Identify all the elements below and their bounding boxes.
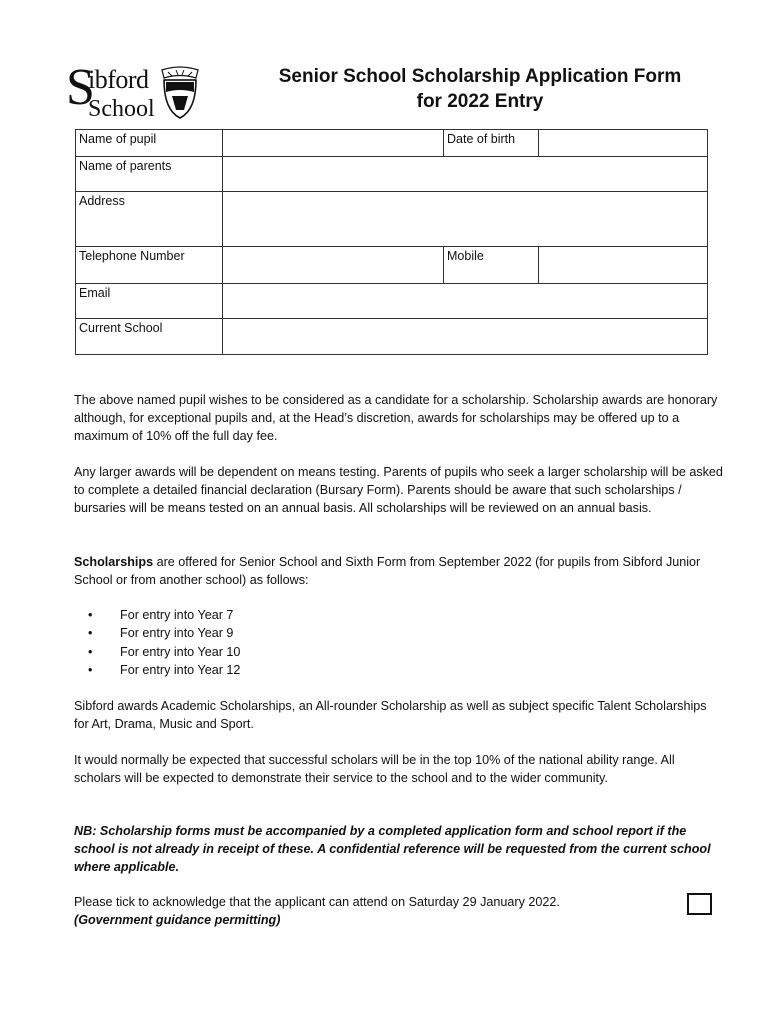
paragraph-4-text: Sibford awards Academic Scholarships, an All-rounder Scholarship as well as subject specific Talent Scholarships for Art, Drama, Music and Sport. <box>74 699 707 731</box>
nb-note-text: NB: Scholarship forms must be accompanied by a completed application form and school report if the school is not already in receipt of these. A confidential reference will be requested from the current school where applicable. <box>74 824 711 874</box>
acknowledge-checkbox[interactable] <box>687 893 712 915</box>
current-school-field[interactable] <box>223 319 708 355</box>
paragraph-1 <box>74 391 724 445</box>
address-field[interactable] <box>223 192 708 247</box>
school-logo: S ibford School <box>66 64 200 122</box>
name-of-parents-field[interactable] <box>223 157 708 192</box>
title-line-1: Senior School Scholarship Application Form <box>278 66 682 87</box>
tick-acknowledgement <box>74 893 674 929</box>
scholarships-bold: Scholarships <box>74 555 154 569</box>
current-school-label: Current School <box>76 319 223 355</box>
name-of-pupil-label: Name of pupil <box>76 130 223 157</box>
logo-school: School <box>88 96 155 122</box>
paragraph-5 <box>74 751 724 787</box>
name-of-parents-label: Name of parents <box>76 157 223 192</box>
list-item-text: For entry into Year 9 <box>120 626 234 641</box>
application-form-table <box>75 129 708 355</box>
bullet-icon: • <box>88 644 93 659</box>
title-line-2: for 2022 Entry <box>416 91 544 112</box>
paragraph-4 <box>74 697 724 733</box>
telephone-label: Telephone Number <box>76 247 223 284</box>
mobile-label: Mobile <box>444 247 539 284</box>
email-field[interactable] <box>223 284 708 319</box>
tick-line-2: (Government guidance permitting) <box>74 913 281 927</box>
crest-icon <box>160 66 200 120</box>
paragraph-1-text: The above named pupil wishes to be considered as a candidate for a scholarship. Scholarship awards are honorary although, for exceptional pupils and, at the Head’s discretion, awards for scholarships may be offered up to a maximum of 10% off the full day fee. <box>74 393 718 443</box>
tick-line-1: Please tick to acknowledge that the applicant can attend on Saturday 29 January 2022. <box>74 895 560 909</box>
paragraph-3-text: are offered for Senior School and Sixth Form from September 2022 (for pupils from Sibford Junior School or from another school) as follows: <box>74 555 701 587</box>
list-item <box>74 661 240 679</box>
bullet-icon: • <box>88 626 93 641</box>
entry-year-list <box>74 606 240 680</box>
date-of-birth-label: Date of birth <box>444 130 539 157</box>
nb-note <box>74 822 724 876</box>
list-item-text: For entry into Year 12 <box>120 663 241 678</box>
list-item <box>74 624 240 642</box>
date-of-birth-field[interactable] <box>539 130 708 157</box>
paragraph-5-text: It would normally be expected that successful scholars will be in the top 10% of the national ability range. All scholars will be expected to demonstrate their service to the school and to the wider community. <box>74 753 675 785</box>
telephone-field[interactable] <box>223 247 444 284</box>
email-label: Email <box>76 284 223 319</box>
paragraph-2-text: Any larger awards will be dependent on means testing. Parents of pupils who seek a larger scholarship will be asked to complete a detailed financial declaration (Bursary Form). Parents should be aware that such scholarships / bursaries will be means tested on an annual basis. All scholarships will be reviewed on an annual basis. <box>74 465 723 515</box>
list-item-text: For entry into Year 7 <box>120 608 234 622</box>
bullet-icon: • <box>88 663 93 678</box>
name-of-pupil-field[interactable] <box>223 130 444 157</box>
paragraph-3 <box>74 553 724 589</box>
mobile-field[interactable] <box>539 247 708 284</box>
list-item-text: For entry into Year 10 <box>120 644 241 659</box>
page-title <box>230 64 730 114</box>
list-item <box>74 643 240 661</box>
paragraph-2 <box>74 463 724 517</box>
list-item <box>74 606 240 624</box>
bullet-icon: • <box>88 608 93 622</box>
address-label: Address <box>76 192 223 247</box>
